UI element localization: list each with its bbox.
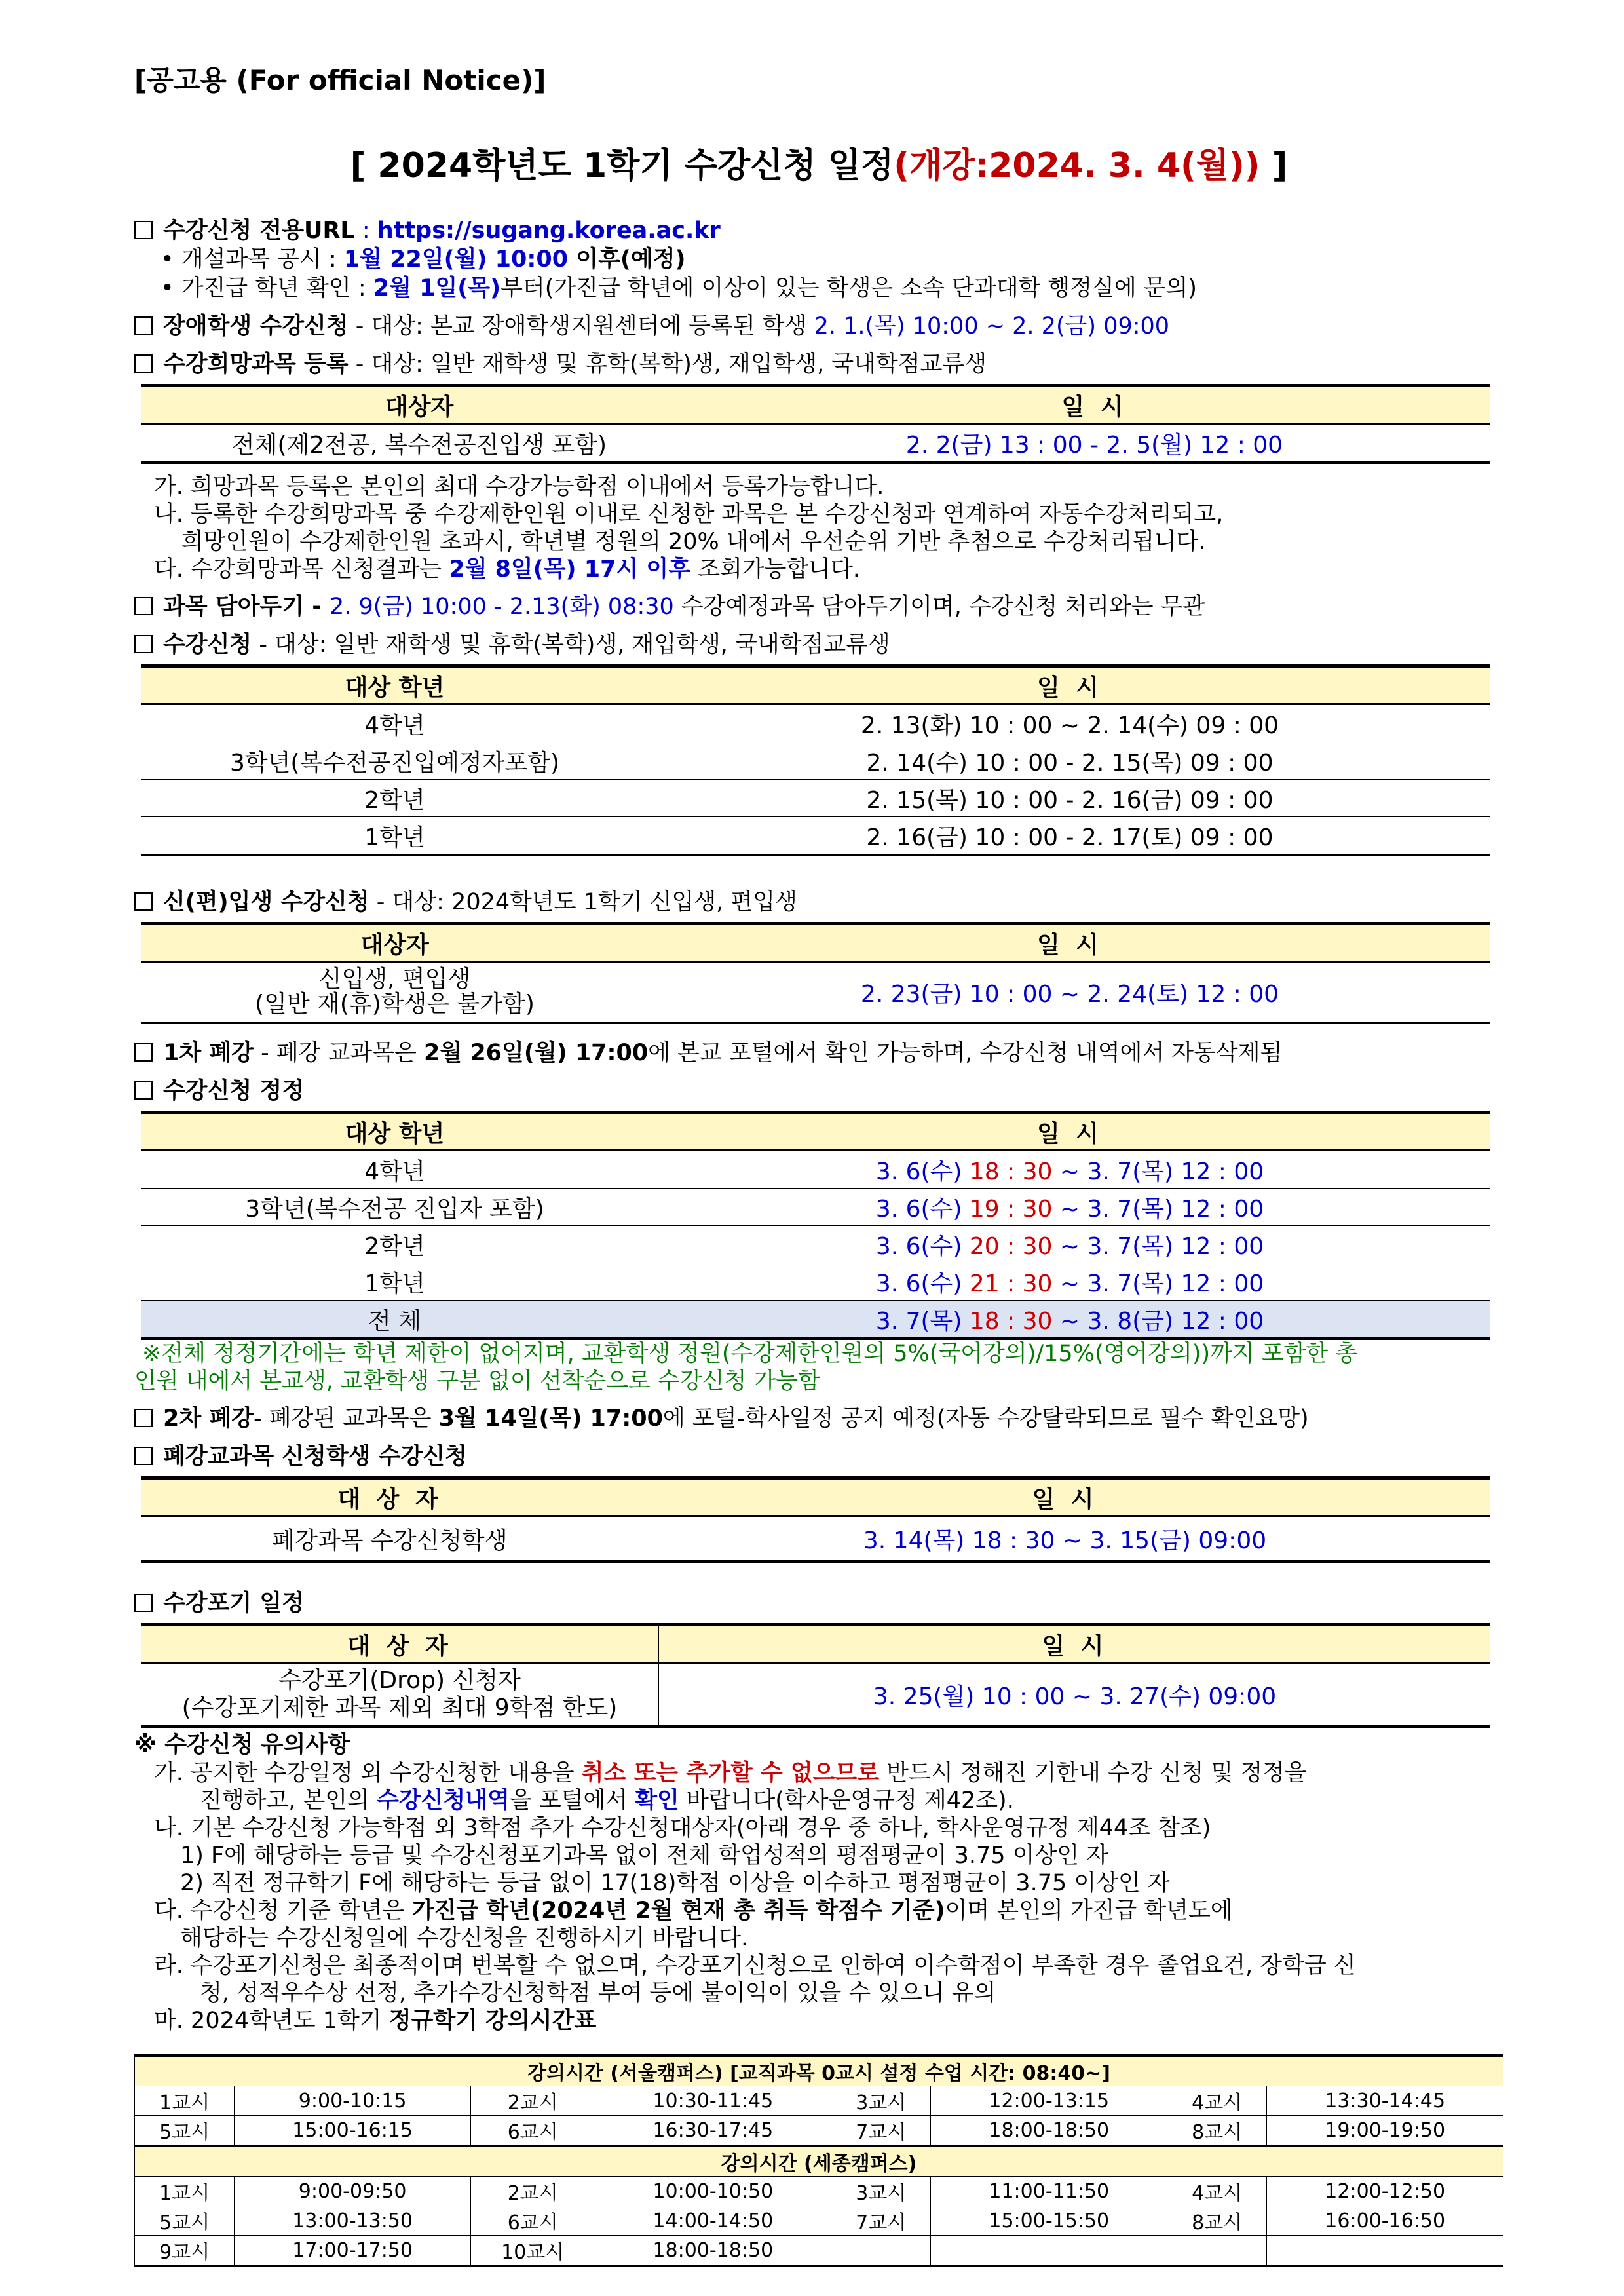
bullet2-post: 부터(가진급 학년에 이상이 있는 학생은 소속 단과대학 행정실에 문의) [500, 275, 1198, 301]
checkbox-icon [134, 1081, 153, 1100]
title-main: [ 2024학년도 1학기 수강신청 일정 [350, 146, 894, 185]
drop2-pre: - 폐강된 교과목은 [253, 1406, 439, 1432]
adjust-label: 수강신청 정정 [163, 1078, 305, 1104]
fresh-table [141, 922, 1490, 1024]
table-row [141, 1301, 1490, 1339]
drop1-pre: - 폐강 교과목은 [253, 1040, 424, 1066]
fresh-label: 신(편)입생 수강신청 [163, 889, 369, 915]
table-cell: 6교시 [470, 2116, 595, 2147]
checkbox-icon [134, 597, 153, 615]
caution-da2: 해당하는 수강신청일에 수강신청을 진행하시기 바랍니다. [180, 1925, 749, 1951]
caution-na2: 2) 직전 정규학기 F에 해당하는 등급 없이 17(18)학점 이상을 이수하고 평점평균이 3.75 이상인 자 [180, 1870, 1170, 1896]
ga-post: 반드시 정해진 기한내 수강 신청 및 정정을 [879, 1760, 1307, 1786]
disabled-date: 2. 1.(목) 10:00 ~ 2. 2(금) 09:00 [814, 313, 1170, 339]
table-row [135, 2116, 1503, 2147]
cancelled-table [141, 1476, 1490, 1563]
note4-date: 2월 8일(목) 17시 이후 [449, 556, 691, 583]
t1: 19 : 30 [969, 1195, 1053, 1223]
col-date: 일 시 [659, 1625, 1491, 1663]
table-row [141, 1151, 1490, 1189]
wish-note-na2: 희망인원이 수강제한인원 초과시, 학년별 정원의 20% 내에서 우선순위 기반 추첨으로 수강처리됩니다. [181, 529, 1206, 555]
title-highlight: (개강:2024. 3. 4(월)) [894, 146, 1260, 185]
checkbox-icon [134, 1409, 153, 1427]
col-target: 대상 학년 [141, 1113, 649, 1151]
table-cell: 8교시 [1167, 2206, 1267, 2236]
col-date: 일 시 [698, 386, 1491, 424]
table-cell: 3교시 [831, 2086, 931, 2116]
bullet1-date: 1월 22일(월) 10:00 [343, 246, 569, 273]
table-cell: 5교시 [135, 2116, 235, 2147]
table-cell: 2학년 [141, 780, 649, 817]
d1: 3. 6(수) [875, 1195, 970, 1223]
d1: 3. 6(수) [875, 1233, 970, 1260]
reg-table [141, 664, 1490, 856]
table-row [141, 1663, 1490, 1727]
da-post: 이며 본인의 가진급 학년도에 [945, 1898, 1233, 1924]
table-cell: 1학년 [141, 817, 649, 856]
caution-heading-text: ※ 수강신청 유의사항 [134, 1732, 350, 1758]
caution-na1: 1) F에 해당하는 등급 및 수강신청포기과목 없이 전체 학업성적의 평점평균이 3.75 이상인 자 [180, 1843, 1109, 1869]
bullet-grade-check: • 가진급 학년 확인 : 2월 1일(목)부터(가진급 학년에 이상이 있는 학생은 소속 단과대학 행정실에 문의) [161, 275, 1198, 301]
giveup-table [141, 1623, 1490, 1728]
bullet2-pre: 가진급 학년 확인 : [181, 275, 373, 301]
t1: 20 : 30 [969, 1233, 1053, 1260]
table-row [141, 1226, 1490, 1263]
table-cell: 2. 13(화) 10 : 00 ~ 2. 14(수) 09 : 00 [649, 704, 1491, 742]
giveup-label: 수강포기 일정 [163, 1590, 305, 1617]
table-row [141, 817, 1490, 856]
drop1-label: 1차 폐강 [163, 1040, 254, 1066]
seoul-head: 강의시간 (서울캠퍼스) [교직과목 0교시 설정 수업 시간: 08:40~] [135, 2056, 1503, 2086]
wish-section [134, 350, 1503, 379]
cancelled-section [134, 1442, 1503, 1471]
disabled-section [134, 312, 1503, 341]
drop2-date: 3월 14일(목) 17:00 [438, 1406, 663, 1432]
table-cell [649, 1226, 1491, 1263]
cancelled-label: 폐강교과목 신청학생 수강신청 [163, 1444, 467, 1470]
notice-label: [공고용 (For official Notice)] [134, 64, 546, 96]
giveup-target1: 수강포기(Drop) 신청자 [278, 1667, 521, 1694]
table-cell [649, 1301, 1491, 1339]
ga2-blue: 수강신청내역 [377, 1788, 510, 1814]
table-cell: 1교시 [135, 2086, 235, 2116]
caution-ma [154, 2007, 1503, 2035]
table-cell: 12:00-12:50 [1267, 2177, 1503, 2206]
wish-label: 수강희망과목 등록 [163, 351, 349, 377]
cart-date: 2. 9(금) 10:00 - 2.13(화) 08:30 [329, 594, 674, 620]
table-cell [1167, 2236, 1267, 2267]
table-cell: 3. 14(목) 18 : 30 ~ 3. 15(금) 09:00 [639, 1516, 1491, 1562]
disabled-text: - 대상: 본교 장애학생지원센터에 등록된 학생 [348, 313, 814, 339]
col-target: 대상자 [141, 924, 649, 962]
cart-section [134, 592, 1503, 621]
table-row [135, 2206, 1503, 2236]
table-row [135, 2236, 1503, 2267]
d1: 3. 6(수) [875, 1270, 970, 1297]
cart-text: 수강예정과목 담아두기이며, 수강신청 처리와는 무관 [673, 594, 1205, 620]
table-cell: 4학년 [141, 1151, 649, 1189]
table-cell: 5교시 [135, 2206, 235, 2236]
table-cell: 3학년(복수전공 진입자 포함) [141, 1189, 649, 1226]
fresh-text: - 대상: 2024학년도 1학기 신입생, 편입생 [369, 889, 797, 915]
table-cell: 10교시 [470, 2236, 595, 2267]
checkbox-icon [134, 354, 153, 373]
note4-post: 조회가능합니다. [690, 556, 860, 583]
table-cell [649, 1189, 1491, 1226]
table-cell: 3학년(복수전공진입예정자포함) [141, 742, 649, 780]
col-target: 대 상 자 [141, 1478, 639, 1516]
table-cell [141, 962, 649, 1024]
caution-da [154, 1897, 1503, 1924]
table-row [141, 1189, 1490, 1226]
table-cell [649, 1151, 1491, 1189]
fresh-target1: 신입생, 편입생 [318, 966, 471, 993]
fresh-section [134, 888, 1503, 917]
table-cell: 15:00-15:50 [931, 2206, 1167, 2236]
table-cell: 10:30-11:45 [595, 2086, 831, 2116]
checkbox-icon [134, 1594, 153, 1612]
drop1-post: 에 본교 포털에서 확인 가능하며, 수강신청 내역에서 자동삭제됨 [648, 1040, 1283, 1066]
sejong-head: 강의시간 (세종캠퍼스) [135, 2146, 1503, 2177]
url-sep: : [354, 218, 377, 244]
drop1-section [134, 1039, 1503, 1067]
bullet1-pre: 개설과목 공시 : [181, 246, 344, 273]
d2: ~ 3. 8(금) 12 : 00 [1052, 1307, 1264, 1335]
reg-label: 수강신청 [163, 632, 252, 658]
d2: ~ 3. 7(목) 12 : 00 [1052, 1158, 1264, 1185]
timetable [134, 2054, 1503, 2267]
table-cell: 2교시 [470, 2086, 595, 2116]
sugang-url-link[interactable]: https://sugang.korea.ac.kr [377, 218, 721, 244]
wish-table [141, 384, 1490, 464]
col-date: 일 시 [649, 924, 1491, 962]
checkbox-icon [134, 1043, 153, 1062]
t1: 18 : 30 [969, 1158, 1053, 1185]
table-cell: 4학년 [141, 704, 649, 742]
table-cell: 9교시 [135, 2236, 235, 2267]
caution-na: 나. 기본 수강신청 가능학점 외 3학점 추가 수강신청대상자(아래 경우 중 하나, 학사운영규정 제44조 참조) [154, 1815, 1211, 1841]
col-target: 대상자 [141, 386, 698, 424]
table-cell: 2. 23(금) 10 : 00 ~ 2. 24(토) 12 : 00 [649, 962, 1491, 1024]
bullet2-date: 2월 1일(목) [373, 275, 501, 301]
caution-heading [134, 1731, 1503, 1759]
table-cell: 18:00-18:50 [931, 2116, 1167, 2147]
reg-section [134, 630, 1503, 659]
table-cell: 18:00-18:50 [595, 2236, 831, 2267]
table-cell [141, 1663, 659, 1727]
adjust-table [141, 1111, 1490, 1340]
table-cell: 19:00-19:50 [1267, 2116, 1503, 2147]
wish-note-ga: 가. 희망과목 등록은 본인의 최대 수강가능학점 이내에서 등록가능합니다. [154, 474, 884, 500]
col-target: 대 상 자 [141, 1625, 659, 1663]
table-cell: 16:00-16:50 [1267, 2206, 1503, 2236]
bullet1-post: 이후(예정) [568, 246, 686, 273]
caution-ra2: 청, 성적우수상 선정, 추가수강신청학점 부여 등에 불이익이 있을 수 있으니 유의 [200, 1980, 996, 2006]
table-cell: 2학년 [141, 1226, 649, 1263]
table-row [141, 742, 1490, 780]
giveup-target2: (수강포기제한 과목 제외 최대 9학점 한도) [181, 1694, 618, 1721]
d1: 3. 7(목) [875, 1307, 970, 1335]
url-section [134, 216, 1503, 245]
adjust-note2: 인원 내에서 본교생, 교환학생 구분 없이 선착순으로 수강신청 가능함 [134, 1368, 820, 1394]
table-row [141, 704, 1490, 742]
table-cell: 11:00-11:50 [931, 2177, 1167, 2206]
table-cell: 전체(제2전공, 복수전공진입생 포함) [141, 424, 698, 463]
ga2-mid: 을 포털에서 [509, 1788, 635, 1814]
da-bold: 가진급 학년(2024년 2월 현재 총 취득 학점수 기준) [411, 1898, 945, 1924]
table-cell: 전 체 [141, 1301, 649, 1339]
checkbox-icon [134, 892, 153, 911]
table-cell: 9:00-10:15 [235, 2086, 471, 2116]
ga2-pre: 진행하고, 본인의 [200, 1788, 377, 1814]
table-cell: 1교시 [135, 2177, 235, 2206]
table-row [135, 2177, 1503, 2206]
table-cell: 12:00-13:15 [931, 2086, 1167, 2116]
table-cell: 7교시 [831, 2206, 931, 2236]
page-title [134, 138, 1503, 187]
table-cell: 17:00-17:50 [235, 2236, 471, 2267]
table-cell: 폐강과목 수강신청학생 [141, 1516, 639, 1562]
bullet-course-open: • 개설과목 공시 : 1월 22일(월) 10:00 이후(예정) [161, 246, 686, 273]
url-label: 수강신청 전용URL [163, 218, 355, 244]
table-cell: 13:30-14:45 [1267, 2086, 1503, 2116]
adjust-section [134, 1077, 1503, 1105]
table-cell: 2. 14(수) 10 : 00 - 2. 15(목) 09 : 00 [649, 742, 1491, 780]
table-cell: 2. 2(금) 13 : 00 - 2. 5(월) 12 : 00 [698, 424, 1491, 463]
ga-red: 취소 또는 추가할 수 없으므로 [581, 1760, 880, 1786]
table-row [141, 780, 1490, 817]
ma-pre: 마. 2024학년도 1학기 [154, 2008, 389, 2034]
table-cell [931, 2236, 1167, 2267]
cart-sep: - [304, 594, 330, 620]
drop2-post: 에 포털-학사일정 공지 예정(자동 수강탈락되므로 필수 확인요망) [662, 1406, 1309, 1432]
table-cell: 2. 16(금) 10 : 00 - 2. 17(토) 09 : 00 [649, 817, 1491, 856]
table-row [141, 962, 1490, 1024]
table-cell: 4교시 [1167, 2177, 1267, 2206]
disabled-label: 장애학생 수강신청 [163, 313, 349, 339]
table-cell: 14:00-14:50 [595, 2206, 831, 2236]
table-cell: 16:30-17:45 [595, 2116, 831, 2147]
col-date: 일 시 [649, 1113, 1491, 1151]
drop1-date: 2월 26일(월) 17:00 [423, 1040, 649, 1066]
table-row [141, 1516, 1490, 1562]
table-cell: 2. 15(목) 10 : 00 - 2. 16(금) 09 : 00 [649, 780, 1491, 817]
checkbox-icon [134, 316, 153, 335]
col-target: 대상 학년 [141, 666, 649, 704]
col-date: 일 시 [649, 666, 1491, 704]
ga2-blue2: 확인 [635, 1788, 679, 1814]
table-cell [1267, 2236, 1503, 2267]
fresh-target2: (일반 재(휴)학생은 불가함) [255, 991, 535, 1018]
d2: ~ 3. 7(목) 12 : 00 [1052, 1233, 1264, 1260]
ga-pre: 가. 공지한 수강일정 외 수강신청한 내용을 [154, 1760, 582, 1786]
table-row [135, 2086, 1503, 2116]
t1: 18 : 30 [969, 1307, 1053, 1335]
t1: 21 : 30 [969, 1270, 1053, 1297]
drop2-label: 2차 폐강 [163, 1406, 254, 1432]
table-cell: 9:00-09:50 [235, 2177, 471, 2206]
checkbox-icon [134, 1447, 153, 1465]
table-cell: 3. 25(월) 10 : 00 ~ 3. 27(수) 09:00 [659, 1663, 1491, 1727]
caution-ga [154, 1759, 1503, 1787]
table-cell: 2교시 [470, 2177, 595, 2206]
table-row [141, 1263, 1490, 1301]
col-date: 일 시 [639, 1478, 1491, 1516]
table-cell: 1학년 [141, 1263, 649, 1301]
table-cell: 4교시 [1167, 2086, 1267, 2116]
table-cell: 10:00-10:50 [595, 2177, 831, 2206]
reg-text: - 대상: 일반 재학생 및 휴학(복학)생, 재입학생, 국내학점교류생 [252, 632, 890, 658]
table-cell: 3교시 [831, 2177, 931, 2206]
wish-note-da [154, 556, 1503, 583]
da-pre: 다. 수강신청 기준 학년은 [154, 1898, 412, 1924]
ga2-post: 바랍니다(학사운영규정 제42조). [679, 1788, 1014, 1814]
caution-ga2 [200, 1787, 1503, 1814]
table-cell [831, 2236, 931, 2267]
notice-page [134, 52, 1503, 2267]
title-end: ] [1260, 146, 1288, 185]
giveup-section [134, 1589, 1503, 1618]
d2: ~ 3. 7(목) 12 : 00 [1052, 1195, 1264, 1223]
adjust-note1: ※전체 정정기간에는 학년 제한이 없어지며, 교환학생 정원(수강제한인원의 5%(국어강의)/15%(영어강의))까지 포함한 총 [142, 1341, 1358, 1367]
checkbox-icon [134, 221, 153, 239]
table-cell: 15:00-16:15 [235, 2116, 471, 2147]
caution-ra: 라. 수강포기신청은 최종적이며 번복할 수 없으며, 수강포기신청으로 인하여 이수학점이 부족한 경우 졸업요건, 장학금 신 [154, 1953, 1356, 1979]
table-cell: 6교시 [470, 2206, 595, 2236]
table-cell: 8교시 [1167, 2116, 1267, 2147]
d2: ~ 3. 7(목) 12 : 00 [1052, 1270, 1264, 1297]
cart-label: 과목 담아두기 [163, 594, 305, 620]
checkbox-icon [134, 635, 153, 653]
table-cell: 13:00-13:50 [235, 2206, 471, 2236]
note4-pre: 다. 수강희망과목 신청결과는 [154, 556, 449, 583]
table-cell: 7교시 [831, 2116, 931, 2147]
ma-bold: 정규학기 강의시간표 [388, 2008, 597, 2034]
d1: 3. 6(수) [875, 1158, 970, 1185]
wish-note-na: 나. 등록한 수강희망과목 중 수강제한인원 이내로 신청한 과목은 본 수강신청과 연계하여 자동수강처리되고, [154, 501, 1224, 527]
wish-text: - 대상: 일반 재학생 및 휴학(복학)생, 재입학생, 국내학점교류생 [348, 351, 987, 377]
table-cell [649, 1263, 1491, 1301]
drop2-section [134, 1404, 1503, 1433]
